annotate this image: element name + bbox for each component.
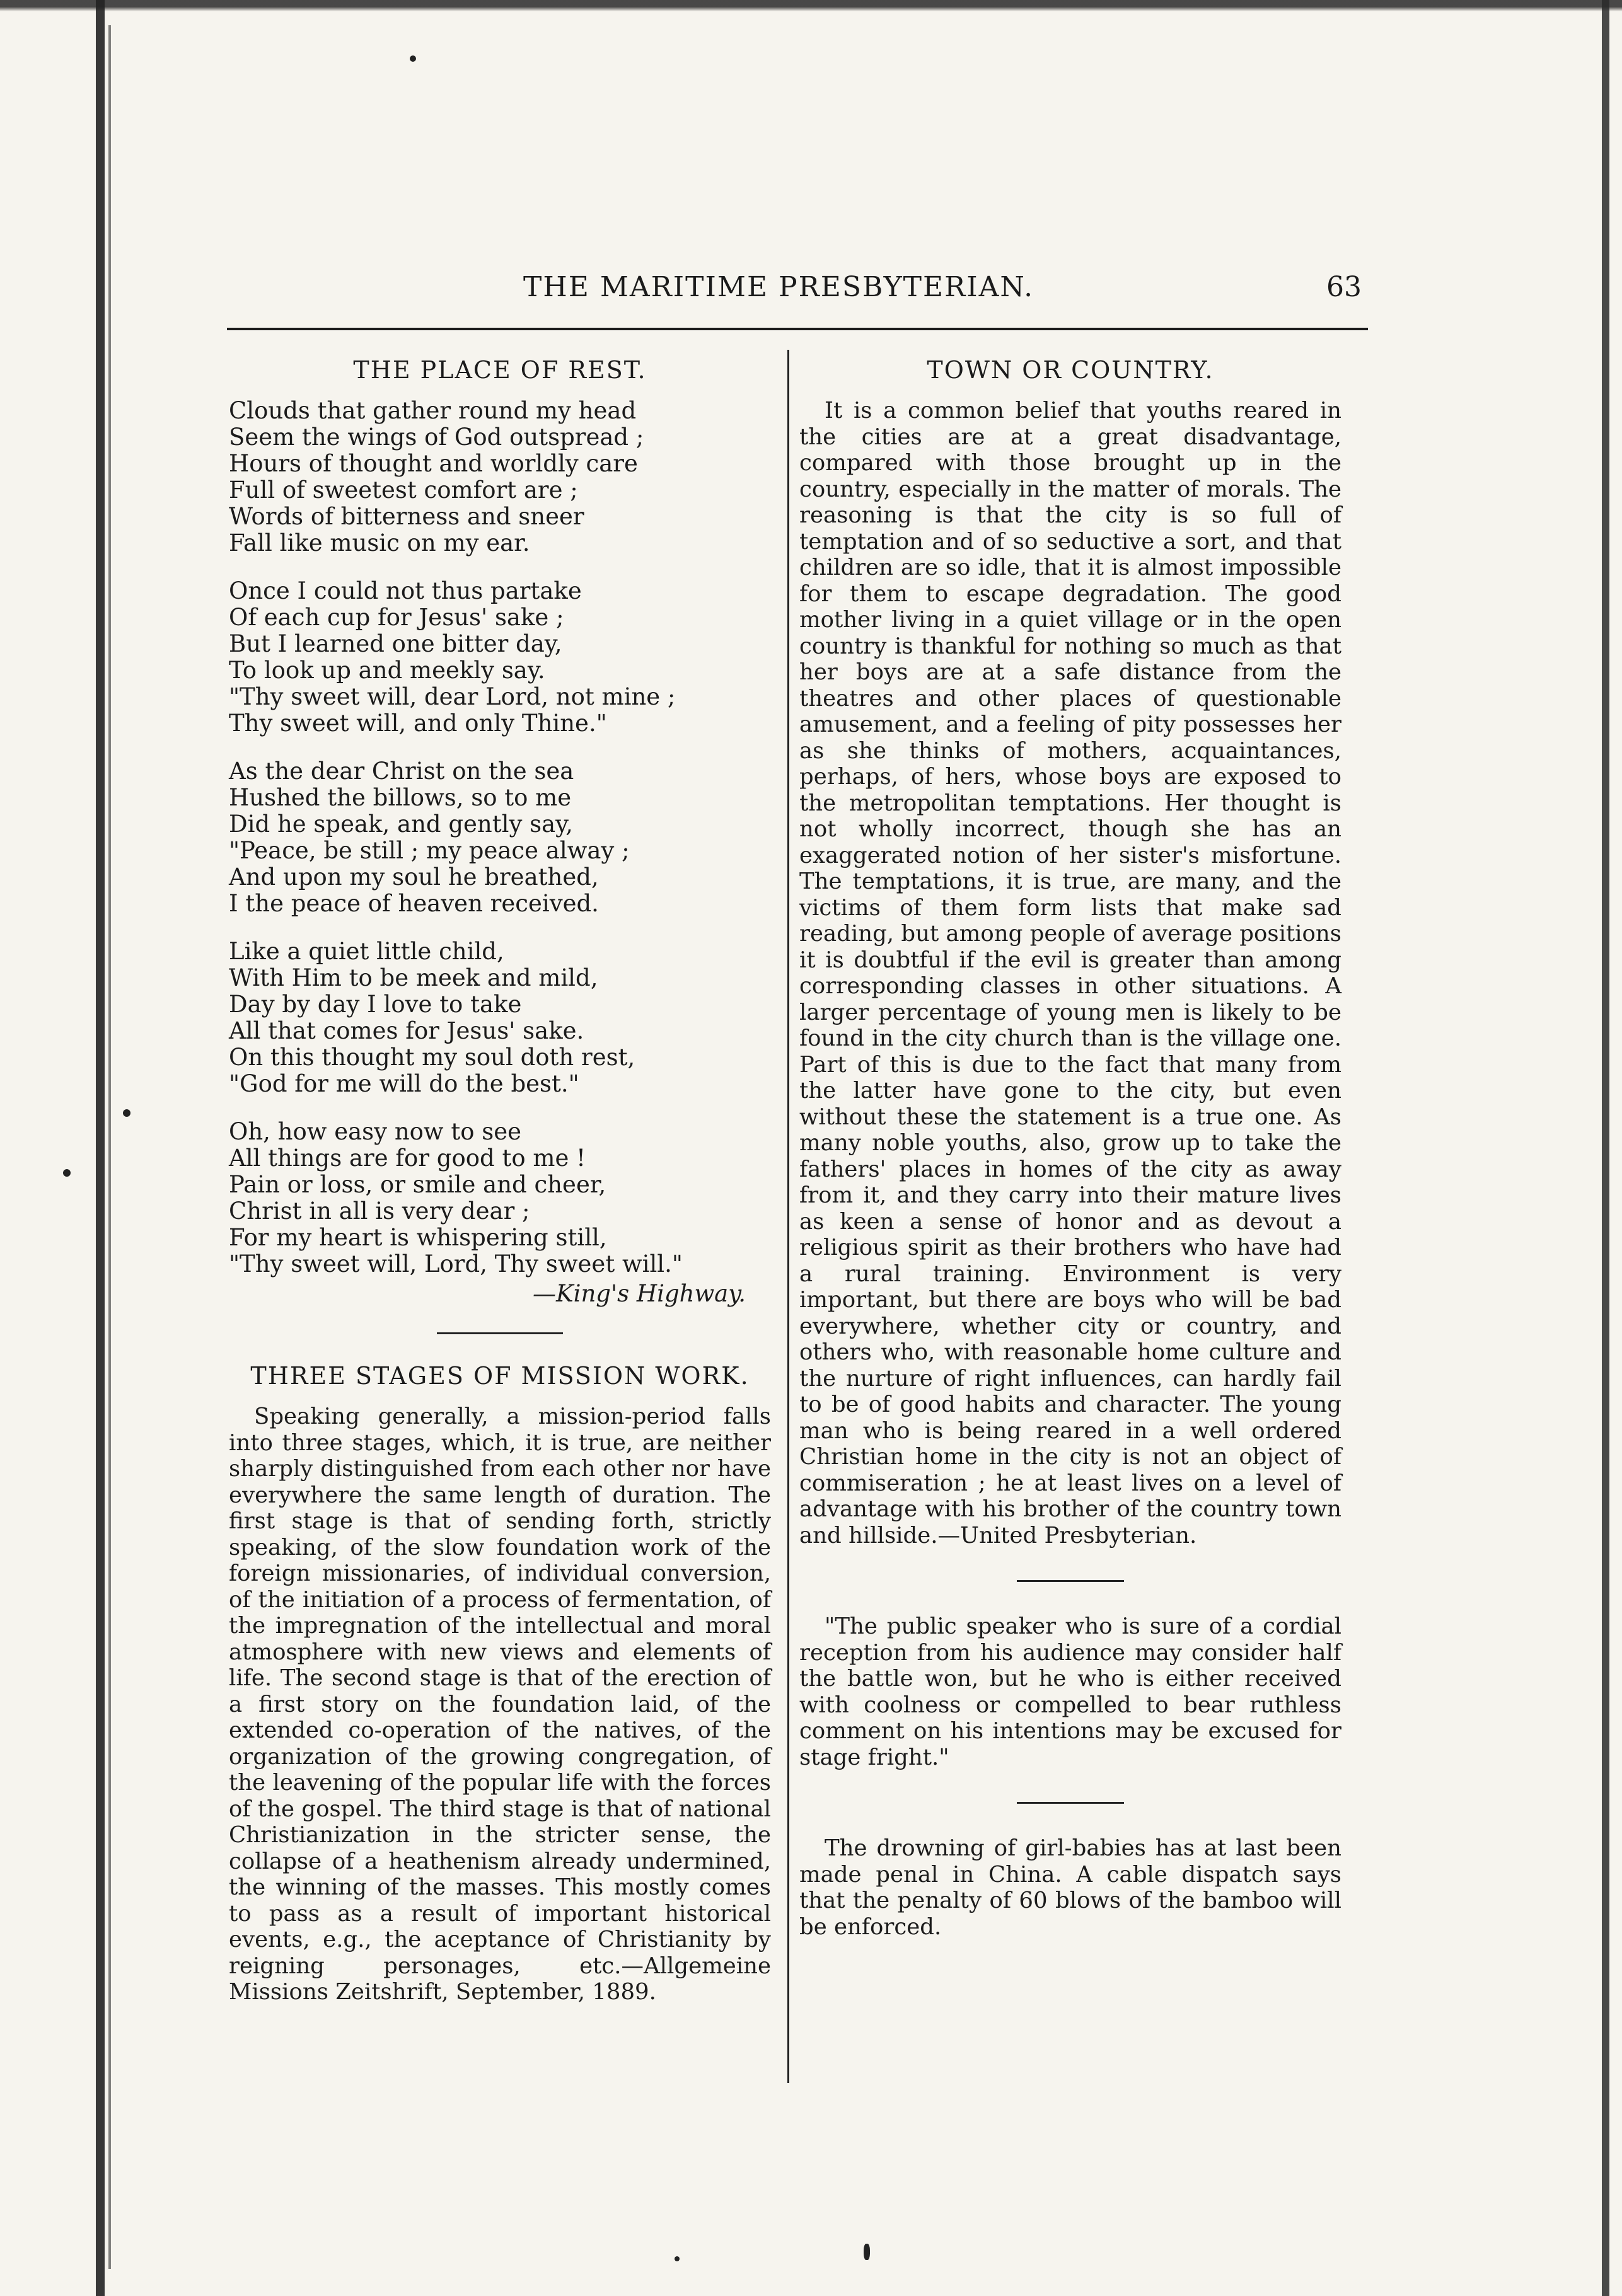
town-title: TOWN OR COUNTRY. [927,356,1214,384]
poem-stanza: Once I could not thus partake Of each cup for Jesus' sake ; But I learned one bitter day, To look up and meekly say. "Thy sweet will, dear Lord, not mine ; Thy sweet will, and only Thine." [229,577,676,737]
scan-speck [123,1109,130,1117]
poem-attribution: —King's Highway. [532,1280,746,1307]
poem-stanza: Like a quiet little child, With Him to be meek and mild, Day by day I love to take All that comes for Jesus' sake. On this thought my soul doth rest, "God for me will do the best." [229,938,635,1097]
poem-stanza: As the dear Christ on the sea Hushed the billows, so to me Did he speak, and gently say, "Peace, be still ; my peace alway ; And upon my soul he breathed, I the peace of heaven received. [229,758,630,917]
section-divider [1017,1802,1124,1804]
left-column [229,356,771,2005]
speaker-quote: "The public speaker who is sure of a cordial reception from his audience may consider half the battle won, but he who is either received with coolness or compelled to bear ruthless comment on his intentions may be excused for stage fright." [799,1613,1341,1770]
section-divider [1017,1580,1124,1582]
scan-speck [864,2244,870,2260]
binding-edge-left [96,0,105,2296]
china-note: The drowning of girl-babies has at last been made penal in China. A cable dispatch says that the penalty of 60 blows of the bamboo will be enforced. [799,1835,1341,1940]
mission-body: Speaking generally, a mission-period falls into three stages, which, it is true, are neither sharply distinguished from each other nor have everywhere the same length of duration. The first stage is that of sending forth, strictly speaking, of the slow foundation work of the foreign missionaries, of individual conversion, of the initiation of a process of fermentation, of the impregnation of the intellectual and moral atmosphere with new views and elements of life. The second stage is that of the erection of a first story on the foundation laid, of the extended co-operation of the natives, of the organization of the growing congregation, of the leavening of the popular life with the forces of the gospel. The third stage is that of national Christianization in the stricter sense, the collapse of a heathenism already undermined, the winning of the masses. This mostly comes to pass as a result of important historical events, e.g., the aceptance of Christianity by reigning personages, etc.—Allgemeine Missions Zeitshrift, September, 1889. [229,1404,771,2005]
scan-edge-top [0,0,1622,11]
scan-speck [63,1169,71,1177]
poem [229,398,771,1278]
mission-title: THREE STAGES OF MISSION WORK. [250,1362,750,1390]
running-head [227,271,1362,309]
header-rule [227,328,1368,330]
town-body: It is a common belief that youths reared in the cities are at a great disadvantage, compared with those brought up in the country, especially in the matter of morals. The reasoning is that the city is so full of temptation and of so seductive a sort, and that children are so idle, that it is almost impossible for them to escape degradation. The good mother living in a quiet village or in the open country is thankful for nothing so much as that her boys are at a safe distance from the theatres and other places of questionable amusement, and a feeling of pity possesses her as she thinks of mothers, acquaintances, perhaps, of hers, whose boys are exposed to the metropolitan temptations. Her thought is not wholly incorrect, though she has an exaggerated notion of her sister's misfortune. The temptations, it is true, are many, and the victims of them form lists that make sad reading, but among people of average positions it is doubtful if the evil is greater than among corresponding classes in other situations. A larger percentage of young men is likely to be found in the city church than is the village one. Part of this is due to the fact that many from the latter have gone to the city, but even without these the statement is a true one. As many noble youths, also, grow up to take the fathers' places in homes of the city as away from it, and they carry into their mature lives as keen a sense of honor and as devout a religious spirit as their brothers who have had a rural training. Environment is very important, but there are boys who will be bad everywhere, whether city or country, and others who, with reasonable home culture and the nurture of right influences, can hardly fail to be of good habits and character. The young man who is being reared in a well ordered Christian home in the city is not an object of commiseration ; he at least lives on a level of advantage with his brother of the country town and hillside.—United Presbyterian. [799,398,1341,1549]
poem-title: THE PLACE OF REST. [353,356,647,384]
poem-stanza: Clouds that gather round my head Seem the wings of God outspread ; Hours of thought and worldly care Full of sweetest comfort are ; Words of bitterness and sneer Fall like music on my ear. [229,397,644,557]
binding-shadow-left [108,25,111,2269]
journal-title: THE MARITIME PRESBYTERIAN. [523,271,1034,303]
poem-stanza: Oh, how easy now to see All things are for good to me ! Pain or loss, or smile and cheer, Christ in all is very dear ; For my heart is whispering still, "Thy sweet will, Lord, Thy sweet will." [229,1118,683,1278]
section-divider [437,1332,563,1334]
binding-edge-right [1602,0,1609,2296]
page-number: 63 [1326,271,1362,303]
right-column [799,356,1341,1940]
column-divider [787,350,789,2083]
scan-speck [410,55,416,62]
scan-speck [675,2256,680,2261]
